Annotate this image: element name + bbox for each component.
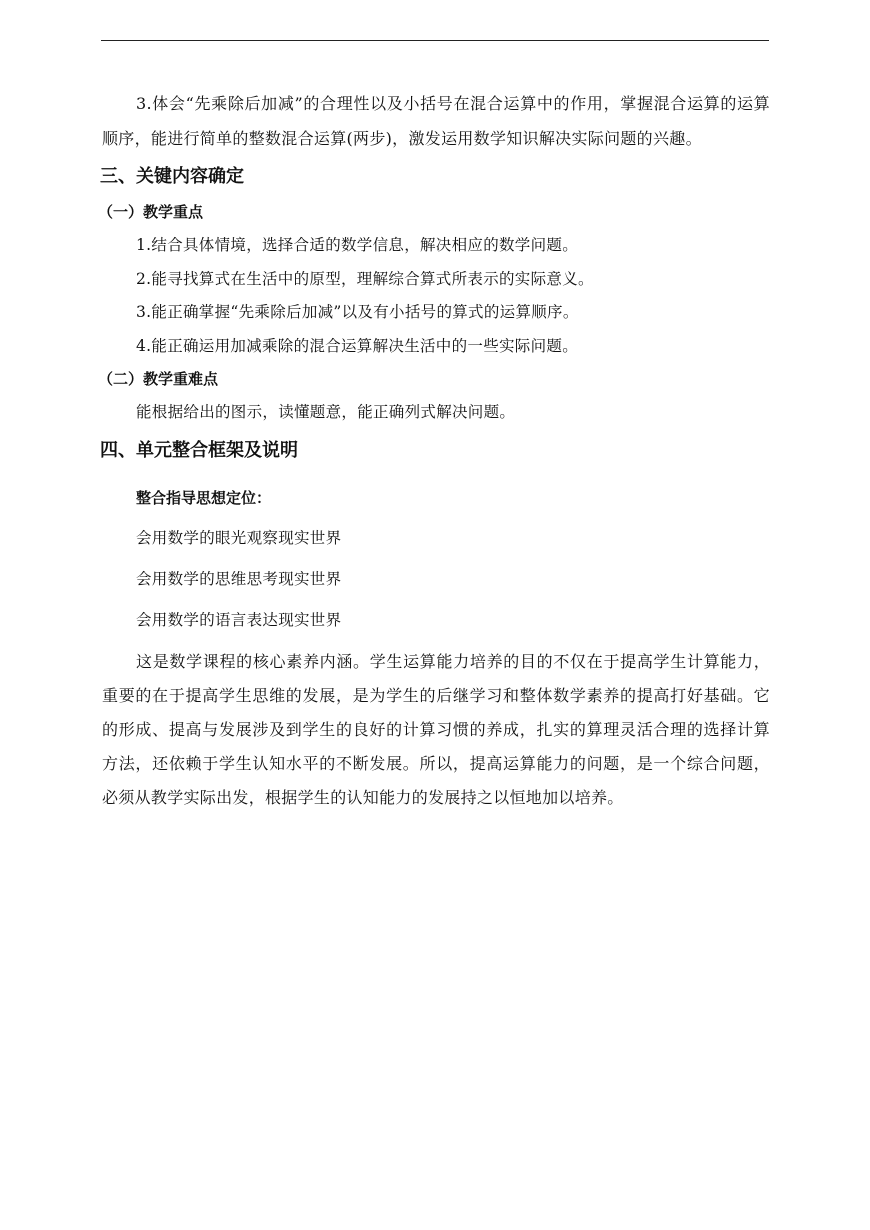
motto-observe: 会用数学的眼光观察现实世界 — [136, 528, 342, 547]
header-rule — [101, 40, 769, 41]
objective-3-paragraph: 3.体会“先乘除后加减”的合理性以及小括号在混合运算中的作用，掌握混合运算的运算顺序，能进行简单的整数混合运算(两步)，激发运用数学知识解决实际问题的兴趣。 — [102, 94, 770, 148]
focus-item-4: 4.能正确运用加减乘除的混合运算解决生活中的一些实际问题。 — [136, 336, 578, 355]
teaching-difficulty-heading: （二）教学重难点 — [98, 370, 219, 388]
difficulty-text: 能根据给出的图示，读懂题意，能正确列式解决问题。 — [136, 403, 516, 421]
guide-title: 整合指导思想定位： — [136, 488, 272, 507]
teaching-focus-heading: （一）教学重点 — [98, 203, 204, 221]
document-page — [98, 87, 770, 815]
motto-think: 会用数学的思维思考现实世界 — [136, 569, 342, 588]
core-literacy-paragraph: 这是数学课程的核心素养内涵。学生运算能力培养的目的不仅在于提高学生计算能力，重要的在于提高学生思维的发展，是为学生的后继学习和整体数学素养的提高打好基础。它的形成、提高与发展涉及到学生的良好的计算习惯的养成，扎实的算理灵活合理的选择计算方法，还依赖于学生认知水平的不断发展。所以，提高运算能力的问题，是一个综合问题，必须从教学实际出发，根据学生的认知能力的发展持之以恒地加以培养。 — [102, 651, 770, 807]
focus-item-3: 3.能正确掌握“先乘除后加减”以及有小括号的算式的运算顺序。 — [136, 303, 579, 321]
motto-express: 会用数学的语言表达现实世界 — [136, 610, 342, 629]
section-4-heading: 四、单元整合框架及说明 — [100, 439, 298, 461]
focus-item-1: 1.结合具体情境，选择合适的数学信息，解决相应的数学问题。 — [136, 236, 578, 254]
focus-item-2: 2.能寻找算式在生活中的原型，理解综合算式所表示的实际意义。 — [136, 269, 594, 288]
section-3-heading: 三、关键内容确定 — [100, 166, 244, 187]
